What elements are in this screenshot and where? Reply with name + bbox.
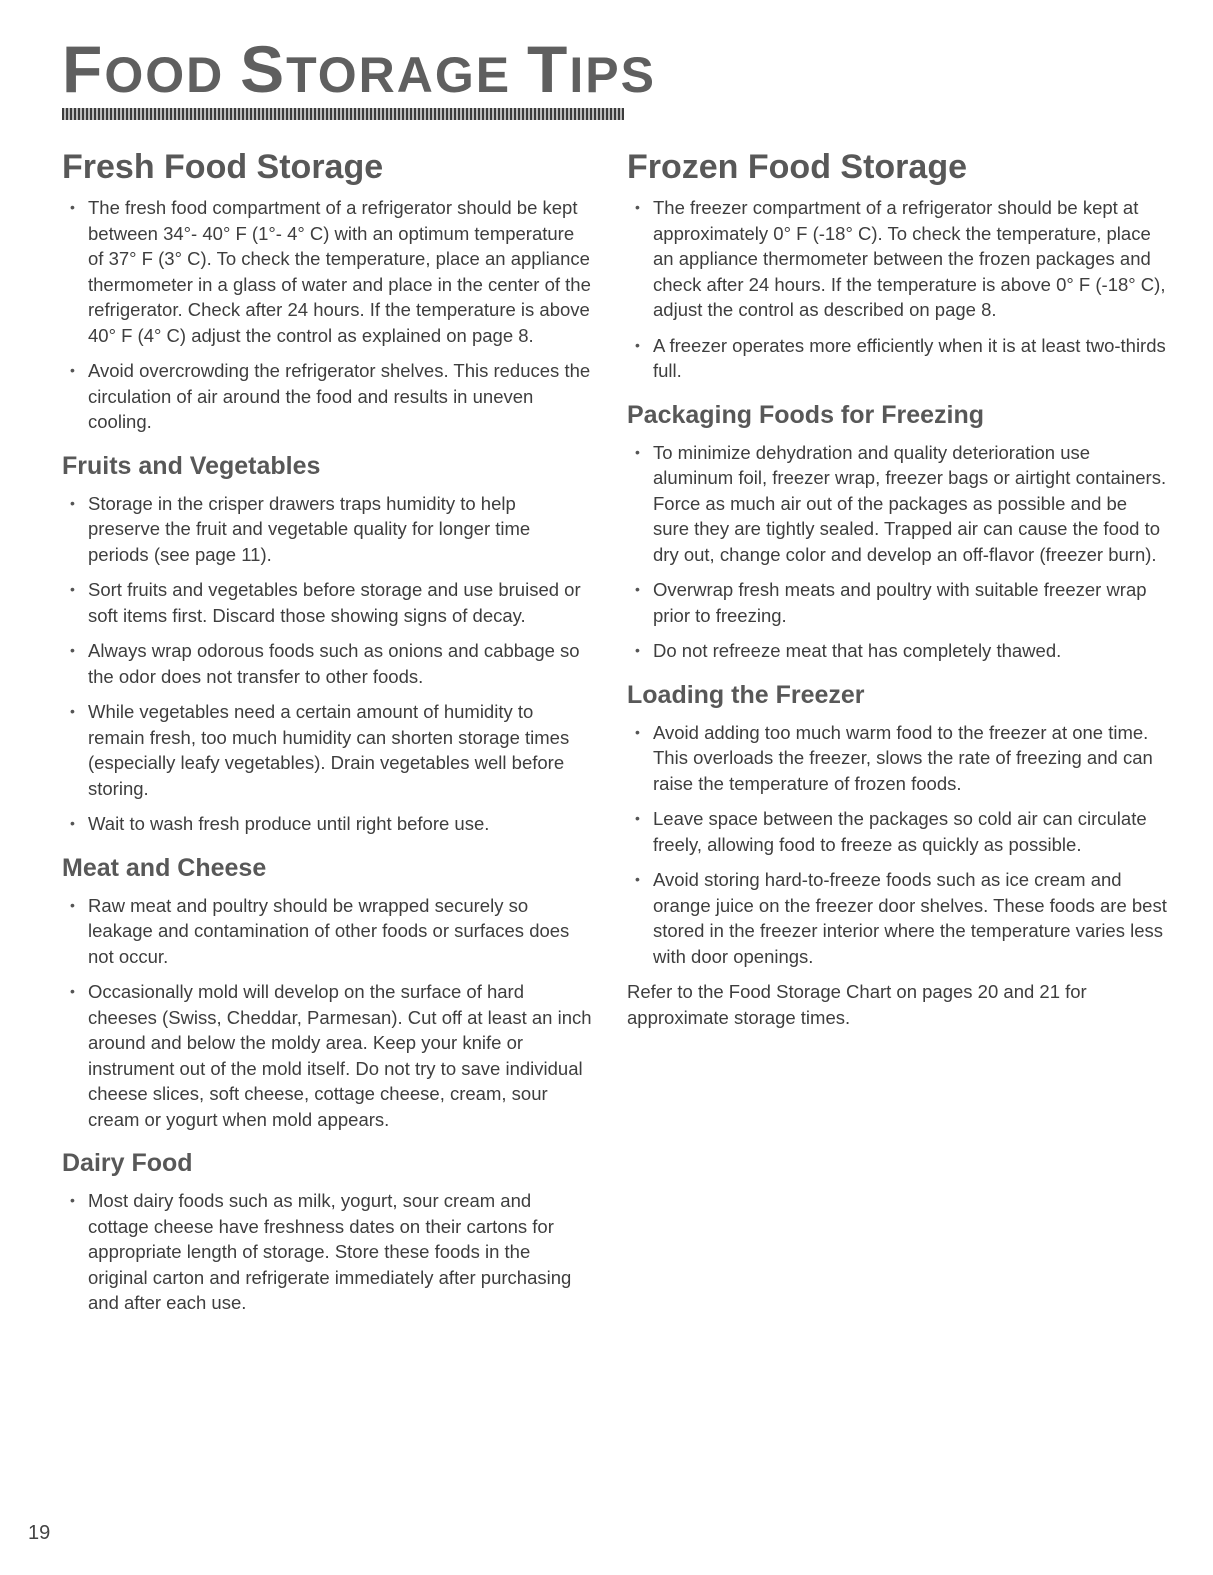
section-packaging-foods-for-freezing: [627, 400, 1167, 664]
list-item: • The freezer compartment of a refrigerator should be kept at approximately 0° F (-18° C). To check the temperature, place an appliance thermometer between the frozen packages and check after 24 hours. If the temperature is above 0° F (-18° C), adjust the control as described on page 8.: [635, 197, 1166, 321]
title-rule: [62, 108, 624, 120]
heading-frozen-food-storage: Frozen Food Storage: [627, 148, 967, 186]
list-item: • A freezer operates more efficiently when it is at least two-thirds full.: [635, 334, 1166, 382]
list-loading-the-freezer: [627, 720, 1167, 970]
list-item: • Do not refreeze meat that has completely thawed.: [635, 640, 1062, 662]
list-item: • Storage in the crisper drawers traps humidity to help preserve the fruit and vegetable quality for longer time periods (see page 11).: [70, 492, 531, 565]
list-item: • Avoid overcrowding the refrigerator shelves. This reduces the circulation of air around the food and results in uneven cooling.: [70, 360, 591, 433]
section-meat-and-cheese: [62, 853, 592, 1133]
heading-loading-the-freezer: Loading the Freezer: [627, 680, 865, 709]
list-packaging-foods-for-freezing: [627, 440, 1167, 664]
heading-fresh-food-storage: Fresh Food Storage: [62, 148, 384, 186]
section-fresh-food-storage: [62, 148, 592, 435]
heading-fruits-and-vegetables: Fruits and Vegetables: [62, 451, 321, 480]
page-number: 19: [28, 1522, 51, 1544]
left-column: [62, 148, 592, 1332]
heading-dairy-food: Dairy Food: [62, 1149, 193, 1178]
section-loading-the-freezer: [627, 680, 1167, 1031]
list-frozen-food-storage: [627, 195, 1167, 384]
heading-meat-and-cheese: Meat and Cheese: [62, 853, 267, 882]
page-title: FOOD STORAGE TIPS: [62, 32, 656, 106]
heading-packaging-foods-for-freezing: Packaging Foods for Freezing: [627, 400, 984, 429]
list-item: • Leave space between the packages so cold air can circulate freely, allowing food to freeze as quickly as possible.: [635, 808, 1147, 855]
section-fruits-and-vegetables: [62, 451, 592, 837]
list-dairy-food: [62, 1188, 592, 1316]
storage-chart-note: Refer to the Food Storage Chart on pages 20 and 21 for approximate storage times.: [627, 981, 1087, 1028]
list-fresh-food-storage: [62, 195, 592, 435]
list-item: • Avoid adding too much warm food to the freezer at one time. This overloads the freezer, slows the rate of freezing and can raise the temperature of frozen foods.: [635, 721, 1153, 794]
list-fruits-and-vegetables: [62, 491, 592, 837]
list-item: • Avoid storing hard-to-freeze foods such as ice cream and orange juice on the freezer door shelves. These foods are best stored in the freezer interior where the temperature varies less with door openings.: [635, 869, 1167, 967]
list-item: • The fresh food compartment of a refrigerator should be kept between 34°- 40° F (1°- 4° C) with an optimum temperature of 37° F (3° C). To check the temperature, place an appliance thermometer in a glass of water and place in the center of the refrigerator. Check after 24 hours. If the temperature is above 40° F (4° C) adjust the control as explained on page 8.: [70, 197, 591, 346]
section-dairy-food: [62, 1148, 592, 1316]
list-item: • To minimize dehydration and quality deterioration use aluminum foil, freezer wrap, freezer bags or airtight containers. Force as much air out of the packages as possible and be sure they are tightly sealed. Trapped air can cause the food to dry out, change color and develop an off-flavor (freezer burn).: [635, 441, 1167, 565]
list-item: • While vegetables need a certain amount of humidity to remain fresh, too much humidity can shorten storage times (especially leafy vegetables). Drain vegetables well before storing.: [70, 701, 570, 799]
list-item: • Wait to wash fresh produce until right before use.: [70, 813, 490, 835]
list-item: • Sort fruits and vegetables before storage and use bruised or soft items first. Discard those showing signs of decay.: [70, 579, 581, 626]
list-item: • Occasionally mold will develop on the surface of hard cheeses (Swiss, Cheddar, Parmesan). Cut off at least an inch around and below the moldy area. Keep your knife or instrument out of the mold itself. Do not try to save individual cheese slices, soft cheese, cottage cheese, cream, sour cream or yogurt when mold appears.: [70, 981, 592, 1130]
list-item: • Most dairy foods such as milk, yogurt, sour cream and cottage cheese have freshness dates on their cartons for appropriate length of storage. Store these foods in the original carton and refrigerate immediately after purchasing and after each use.: [70, 1190, 572, 1314]
list-meat-and-cheese: [62, 893, 592, 1133]
right-column: [627, 148, 1167, 1046]
section-frozen-food-storage: [627, 148, 1167, 384]
list-item: • Raw meat and poultry should be wrapped securely so leakage and contamination of other foods or surfaces does not occur.: [70, 894, 570, 967]
list-item: • Always wrap odorous foods such as onions and cabbage so the odor does not transfer to other foods.: [70, 640, 580, 687]
list-item: • Overwrap fresh meats and poultry with suitable freezer wrap prior to freezing.: [635, 579, 1147, 626]
